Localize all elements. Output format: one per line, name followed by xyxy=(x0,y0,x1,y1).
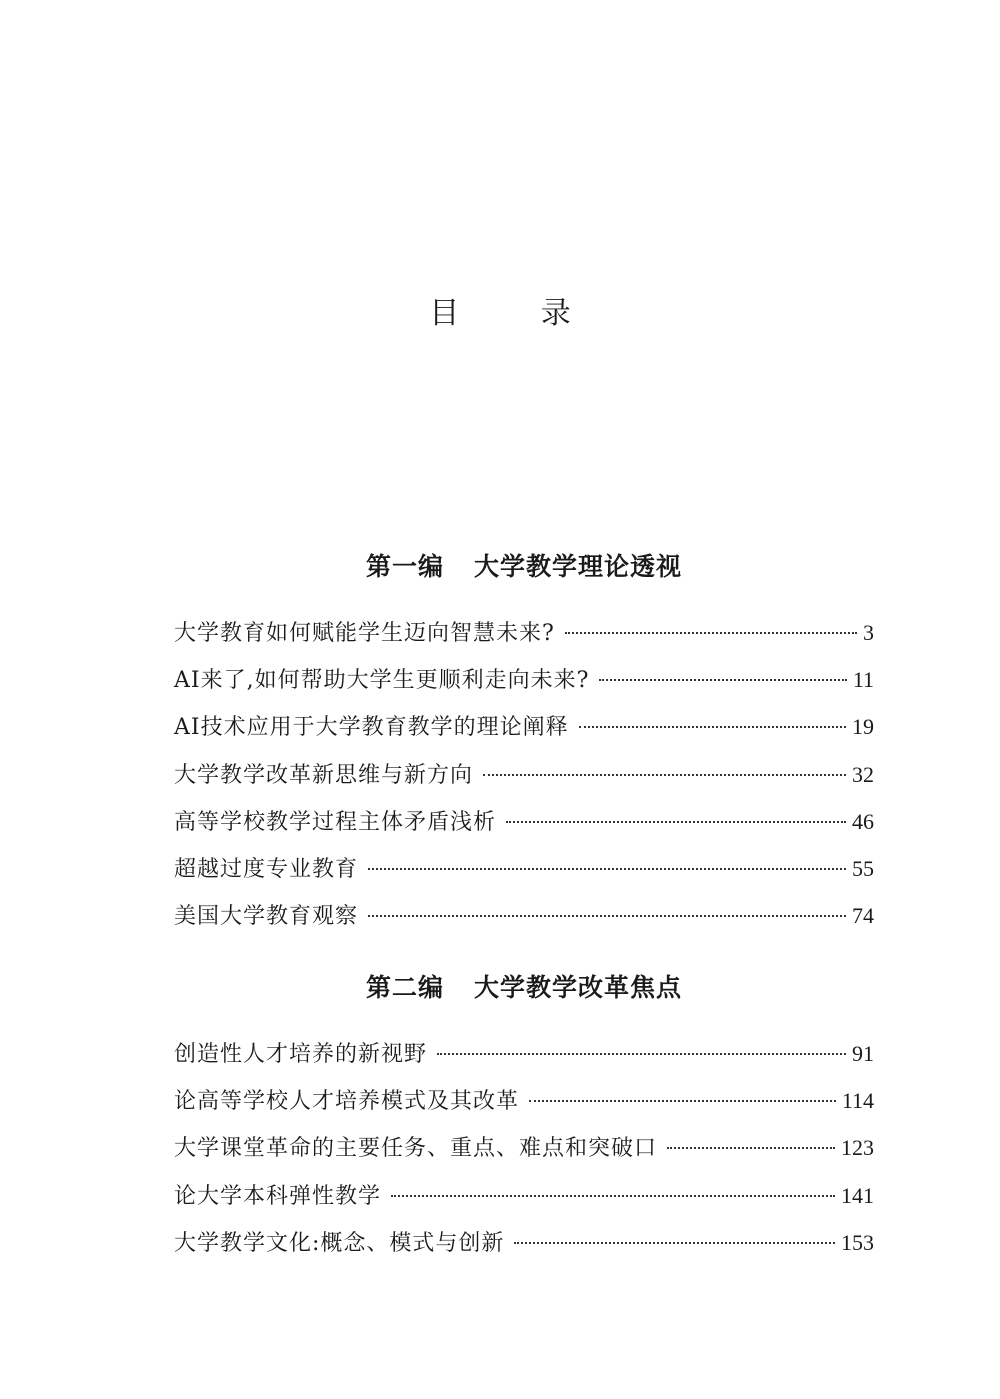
dot-leader xyxy=(667,1147,835,1149)
part-name: 大学教学理论透视 xyxy=(474,552,683,581)
entry-page-number: 19 xyxy=(852,714,874,740)
entry-page-number: 11 xyxy=(852,667,874,693)
entry-title: AI来了,如何帮助大学生更顺利走向未来? xyxy=(174,668,590,694)
toc-entry[interactable] xyxy=(174,751,874,798)
dot-leader xyxy=(368,868,846,870)
toc-title: 目 录 xyxy=(429,296,607,331)
entry-page-number: 114 xyxy=(841,1088,874,1114)
entry-title: 大学教学文化:概念、模式与创新 xyxy=(174,1230,505,1256)
entry-page-number: 74 xyxy=(852,903,874,929)
toc-entry[interactable] xyxy=(174,845,874,892)
dot-leader xyxy=(565,632,857,634)
entry-page-number: 141 xyxy=(841,1182,874,1208)
part-one-heading xyxy=(174,547,874,587)
toc-entry[interactable] xyxy=(174,609,874,656)
toc-entry[interactable] xyxy=(174,1077,874,1124)
entry-page-number: 123 xyxy=(841,1135,874,1161)
toc-entry[interactable] xyxy=(174,1172,874,1219)
toc-entry[interactable] xyxy=(174,703,874,750)
dot-leader xyxy=(368,915,846,917)
dot-leader xyxy=(514,1242,835,1244)
toc-entry[interactable] xyxy=(174,1219,874,1266)
entry-title: 美国大学教育观察 xyxy=(174,904,359,930)
part-number: 第一编 xyxy=(365,552,444,581)
part-two-section xyxy=(174,968,874,1266)
dot-leader xyxy=(437,1053,846,1055)
dot-leader xyxy=(599,679,846,681)
part-name: 大学教学改革焦点 xyxy=(474,973,683,1002)
dot-leader xyxy=(506,821,846,823)
entry-page-number: 32 xyxy=(852,761,874,787)
entry-title: AI技术应用于大学教育教学的理论阐释 xyxy=(174,715,569,741)
entry-title: 大学教育如何赋能学生迈向智慧未来? xyxy=(174,621,555,646)
entry-title: 论高等学校人才培养模式及其改革 xyxy=(174,1089,520,1115)
entry-title: 大学教学改革新思维与新方向 xyxy=(174,762,474,788)
toc-entry[interactable] xyxy=(174,892,874,939)
dot-leader xyxy=(529,1100,836,1102)
dot-leader xyxy=(579,726,846,728)
entry-page-number: 153 xyxy=(841,1229,874,1255)
dot-leader xyxy=(391,1195,835,1197)
entry-title: 大学课堂革命的主要任务、重点、难点和突破口 xyxy=(174,1136,658,1162)
toc-entry[interactable] xyxy=(174,798,874,845)
toc-entry[interactable] xyxy=(174,1124,874,1171)
dot-leader xyxy=(483,774,846,776)
entry-title: 论大学本科弹性教学 xyxy=(174,1183,382,1209)
entry-title: 超越过度专业教育 xyxy=(174,856,359,882)
entry-title: 高等学校教学过程主体矛盾浅析 xyxy=(174,809,497,835)
entry-page-number: 55 xyxy=(852,855,874,881)
part-two-heading xyxy=(174,968,874,1008)
toc-entry[interactable] xyxy=(174,1030,874,1077)
toc-entry[interactable] xyxy=(174,656,874,703)
part-number: 第二编 xyxy=(365,973,444,1002)
entry-title: 创造性人才培养的新视野 xyxy=(174,1042,428,1067)
entry-page-number: 3 xyxy=(863,620,874,645)
part-one-section xyxy=(174,547,874,939)
entry-page-number: 46 xyxy=(852,808,874,834)
entry-page-number: 91 xyxy=(852,1041,874,1066)
